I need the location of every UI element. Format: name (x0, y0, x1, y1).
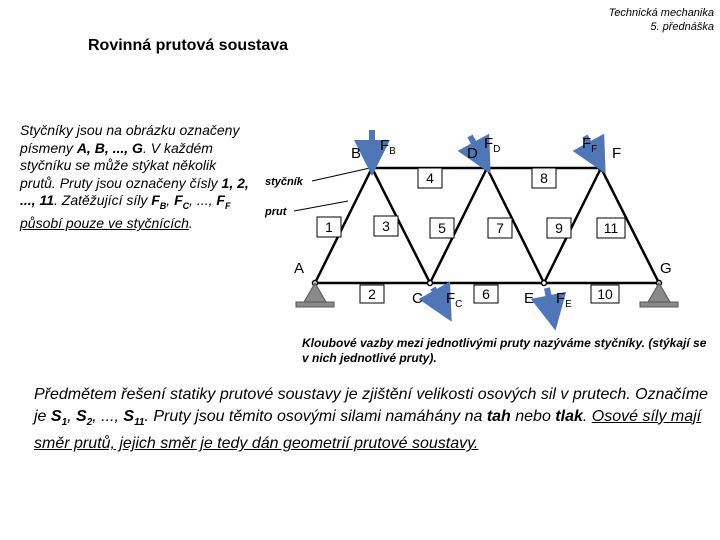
truss-diagram (260, 118, 700, 333)
member-label: 8 (540, 170, 548, 186)
joint-e (542, 281, 547, 286)
course-name: Technická mechanika (608, 7, 714, 19)
callout-joint: styčník (265, 176, 303, 188)
intro-text: Styčníky jsou na obrázku označeny písmeny A, B, ..., G. V každém styčníku se může stýkat několik prutů. Pruty jsou označeny čísly 1, 2, ..., 11. Zatěžující síly $F_B$, $F_C$, ..., $F_F$ působí pouze ve styčnících. (20, 122, 249, 232)
member-label: 10 (597, 286, 613, 302)
member-label: 1 (325, 219, 333, 235)
member-label: 9 (555, 220, 563, 236)
joint-c (428, 281, 433, 286)
joint-label: A (294, 260, 305, 277)
joint-label: C (412, 290, 423, 307)
callout-member: prut (265, 206, 287, 218)
lecture-number: 5. přednáška (650, 21, 714, 33)
term-tension: tah (486, 407, 511, 425)
joint-label: F (612, 145, 622, 162)
support-right (640, 283, 678, 307)
intro-underlined: působí pouze ve styčnících (20, 215, 189, 232)
joint-label: E (524, 290, 535, 307)
support-left (296, 283, 334, 307)
lecture-header (609, 6, 714, 34)
force-arrow-c (433, 288, 443, 306)
force-arrow-e (547, 288, 552, 313)
term-compression: tlak (555, 407, 583, 425)
joint-letters: A, B, ..., G (76, 139, 143, 156)
joint-label: G (660, 260, 672, 277)
member-label: 4 (426, 170, 434, 186)
joint-label: D (467, 145, 478, 162)
diagram-caption: Kloubové vazby mezi jednotlivými pruty nazýváme styčníky. (stýkají se v nich jednotlivé pruty). (302, 336, 707, 365)
member-label: 7 (496, 220, 504, 236)
joint-label: B (351, 145, 362, 162)
member-label: 6 (482, 286, 490, 302)
member-label: 2 (368, 286, 376, 302)
main-text: Předmětem řešení statiky prutové soustavy je zjištění velikosti osových sil v prutech. Označíme je $S_1$, $S_2$, ..., $S_{11}$. Pruty jsou těmito osovými silami namáhány na tah nebo tlak. Osové síly mají směr prutů, jejich směr je tedy dán geometrií prutové soustavy. (34, 386, 709, 453)
force-label: $F_F$ (582, 135, 598, 155)
member-label: 11 (603, 220, 619, 236)
slide-title: Rovinná prutová soustava (88, 37, 289, 54)
member-label: 5 (438, 220, 446, 236)
joint-b (370, 166, 375, 171)
member-numbers: 1, 2, ..., 11 (20, 174, 249, 208)
joint-f (599, 166, 604, 171)
member-label: 3 (382, 218, 390, 234)
force-label: $F_C$ (446, 290, 463, 310)
force-label: $F_E$ (556, 290, 572, 310)
force-label: $F_D$ (484, 135, 501, 155)
joint-d (485, 166, 490, 171)
force-label: $F_B$ (380, 137, 396, 157)
main-underlined: Osové síly mají směr prutů, jejich směr je tedy dán geometrií prutové soustavy. (34, 407, 702, 453)
